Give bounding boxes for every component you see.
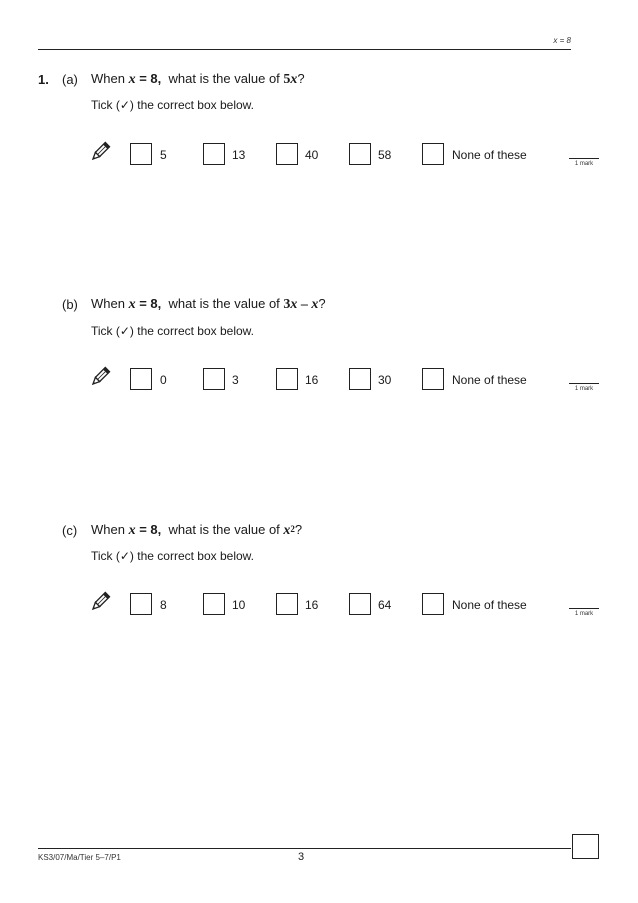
variable-x: x [128, 297, 136, 312]
tick-box-option-2[interactable] [203, 368, 225, 390]
mark-line [569, 608, 599, 609]
equals-value: = 8, [139, 71, 162, 86]
option-label-2: 10 [232, 598, 246, 612]
option-label-4: 30 [378, 373, 392, 387]
part-label-b: (b) [62, 297, 78, 312]
mark-label: 1 mark [574, 611, 594, 617]
top-rule [38, 49, 571, 50]
option-label-2: 3 [232, 373, 239, 387]
tick-box-option-5[interactable] [422, 143, 444, 165]
expression [283, 523, 295, 538]
expression [283, 72, 297, 87]
tick-box-option-2[interactable] [203, 593, 225, 615]
option-label-5: None of these [452, 373, 527, 387]
expr-coef: 3 [283, 297, 291, 312]
option-label-2: 13 [232, 148, 246, 162]
expr-var: x [283, 523, 291, 538]
variable-x: x [128, 72, 136, 87]
question-middle: what is the value of [168, 296, 280, 311]
mark-line [569, 383, 599, 384]
option-label-1: 8 [160, 598, 167, 612]
equals-value: = 8, [139, 522, 162, 537]
option-label-4: 64 [378, 598, 392, 612]
pencil-icon [89, 141, 111, 163]
when-text: When [91, 71, 125, 86]
tick-box-option-4[interactable] [349, 368, 371, 390]
tick-box-option-3[interactable] [276, 368, 298, 390]
tick-box-option-1[interactable] [130, 143, 152, 165]
option-label-5: None of these [452, 598, 527, 612]
tick-box-option-2[interactable] [203, 143, 225, 165]
question-text-c [91, 522, 302, 539]
question-middle: what is the value of [168, 71, 280, 86]
expr-coef: 5 [283, 72, 291, 87]
option-label-5: None of these [452, 148, 527, 162]
variable-x: x [128, 523, 136, 538]
mark-line [569, 158, 599, 159]
expression [283, 297, 318, 312]
expr-var: x [290, 72, 298, 87]
expr-op: – [297, 297, 312, 312]
tick-box-option-4[interactable] [349, 593, 371, 615]
expr-var2: x [311, 297, 319, 312]
score-total-box[interactable] [572, 834, 599, 859]
part-label-a: (a) [62, 72, 78, 87]
pencil-icon [89, 366, 111, 388]
question-mark: ? [318, 296, 326, 311]
option-label-1: 0 [160, 373, 167, 387]
option-label-3: 16 [305, 598, 319, 612]
question-mark: ? [294, 522, 303, 537]
mark-label: 1 mark [574, 161, 594, 167]
option-label-3: 16 [305, 373, 319, 387]
bottom-rule [38, 848, 571, 849]
option-label-3: 40 [305, 148, 319, 162]
equals-value: = 8, [139, 296, 162, 311]
part-label-c: (c) [62, 523, 78, 538]
when-text: When [91, 296, 125, 311]
expr-var: x [290, 297, 298, 312]
mark-label: 1 mark [574, 386, 594, 392]
question-text-b [91, 296, 326, 313]
paper-code: KS3/07/Ma/Tier 5–7/P1 [38, 853, 121, 862]
tick-box-option-5[interactable] [422, 368, 444, 390]
tick-box-option-4[interactable] [349, 143, 371, 165]
tick-box-option-1[interactable] [130, 368, 152, 390]
option-label-4: 58 [378, 148, 392, 162]
question-mark: ? [297, 71, 305, 86]
question-text-a [91, 71, 305, 88]
question-middle: what is the value of [168, 522, 280, 537]
instruction-c: Tick (✓) the correct box below. [91, 549, 254, 563]
tick-box-option-1[interactable] [130, 593, 152, 615]
tick-box-option-3[interactable] [276, 143, 298, 165]
instruction-b: Tick (✓) the correct box below. [91, 324, 254, 338]
when-text: When [91, 522, 125, 537]
pencil-icon [89, 591, 111, 613]
running-title: x = 8 [553, 36, 571, 45]
option-label-1: 5 [160, 148, 167, 162]
tick-box-option-5[interactable] [422, 593, 444, 615]
question-number: 1. [38, 72, 49, 87]
expr-sup: 2 [290, 524, 295, 534]
page-number: 3 [298, 851, 305, 863]
tick-box-option-3[interactable] [276, 593, 298, 615]
instruction-a: Tick (✓) the correct box below. [91, 98, 254, 112]
